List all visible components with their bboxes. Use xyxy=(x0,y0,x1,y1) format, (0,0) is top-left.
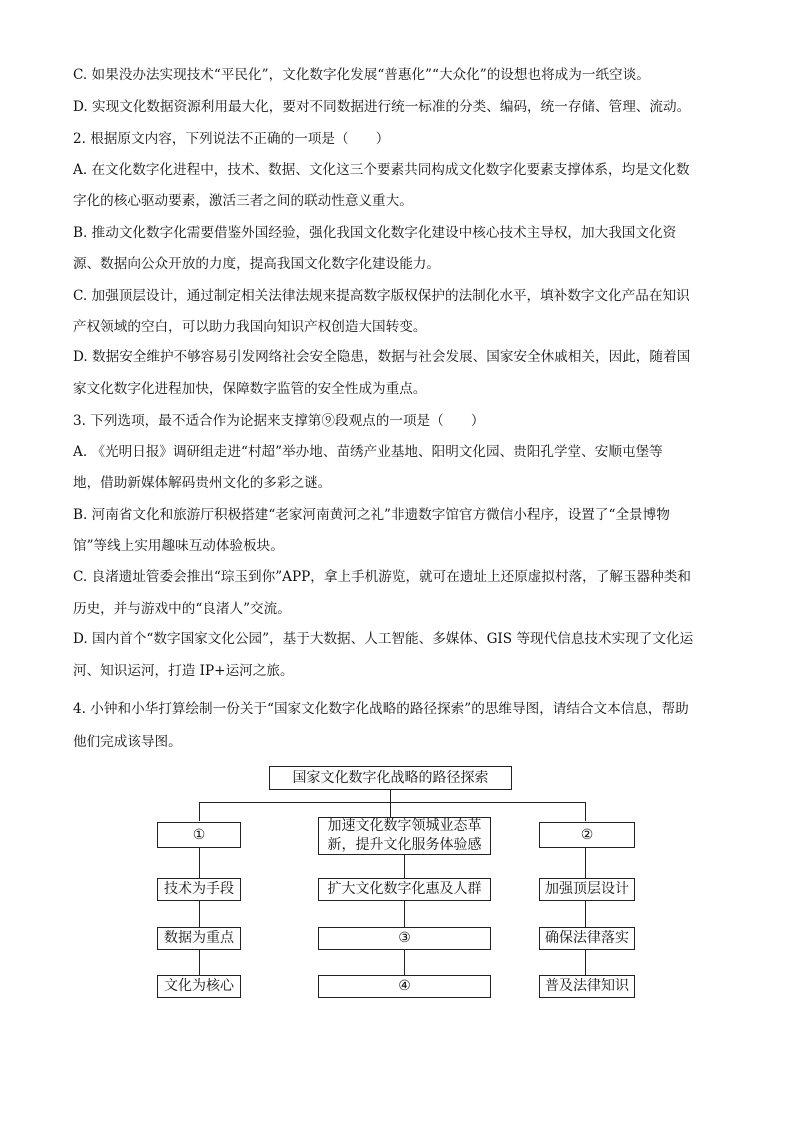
q3-option-b-line2: 馆”等线上实用趣味互动体验板块。 xyxy=(73,538,284,554)
connector xyxy=(404,901,405,927)
connector xyxy=(199,848,200,878)
middle-branch-header: 加速文化数字领城业态革新，提升文化服务体验感 xyxy=(318,817,491,855)
left-branch-blank-1: ① xyxy=(157,822,241,848)
connector xyxy=(199,802,200,821)
question-3-stem: 3. 下列选项，最不适合作为论据来支撑第⑨段观点的一项是（ ） xyxy=(73,413,485,429)
connector xyxy=(585,848,586,878)
option-d-q1: D. 实现文化数据资源利用最大化，要对不同数据进行统一标准的分类、编码，统一存储、管理、流动。 xyxy=(73,99,691,115)
q3-option-c-line1: C. 良渚遗址管委会推出“琮玉到你”APP，拿上手机游览，就可在遗址上还原虚拟村落，了解玉器种类和 xyxy=(73,569,691,585)
q2-option-c-line1: C. 加强顶层设计，通过制定相关法律法规来提高数字版权保护的法制化水平，填补数字文化产品在知识 xyxy=(73,288,690,304)
connector xyxy=(390,802,391,817)
right-branch-blank-2: ② xyxy=(539,822,635,848)
q2-option-b-line1: B. 推动文化数字化需要借鉴外国经验，强化我国文化数字化建设中核心技术主导权，加大我国文化资 xyxy=(73,225,677,241)
left-node-culture: 文化为核心 xyxy=(157,975,241,998)
question-4-stem-line2: 他们完成该导图。 xyxy=(73,734,182,750)
connector xyxy=(199,802,585,803)
right-node-law: 确保法律落实 xyxy=(539,927,635,950)
connector xyxy=(404,855,405,878)
right-node-knowledge: 普及法律知识 xyxy=(539,975,635,998)
q3-option-b-line1: B. 河南省文化和旅游厅积极搭建“老家河南黄河之礼”非遗数字馆官方微信小程序，设置了“全景博物 xyxy=(73,507,670,523)
q2-option-b-line2: 源、数据向公众开放的力度，提高我国文化数字化建设能力。 xyxy=(73,256,441,272)
middle-node-blank-4: ④ xyxy=(318,975,491,998)
q3-option-a-line2: 地，借助新媒体解码贵州文化的多彩之谜。 xyxy=(73,475,332,491)
right-node-design: 加强顶层设计 xyxy=(539,878,635,901)
q3-option-a-line1: A. 《光明日报》调研组走进“村超”举办地、苗绣产业基地、阳明文化园、贵阳孔学堂、安顺屯堡等 xyxy=(73,444,663,460)
option-c-q1: C. 如果没办法实现技术“平民化”，文化数字化发展“普惠化”“大众化”的设想也将成为一纸空谈。 xyxy=(73,67,650,83)
left-node-technology: 技术为手段 xyxy=(157,878,241,901)
left-node-data: 数据为重点 xyxy=(157,927,241,950)
q2-option-d-line1: D. 数据安全维护不够容易引发网络社会安全隐患，数据与社会发展、国家安全休戚相关，因此，随着国 xyxy=(73,349,691,365)
q2-option-a-line1: A. 在文化数字化进程中，技术、数据、文化这三个要素共同构成文化数字化要素支撑体系，均是文化数 xyxy=(73,162,690,178)
q3-option-c-line2: 历史，并与游戏中的“良渚人”交流。 xyxy=(73,601,291,617)
connector xyxy=(199,901,200,927)
question-4-stem-line1: 4. 小钟和小华打算绘制一份关于“国家文化数字化战略的路径探索”的思维导图，请结合文本信息，帮助 xyxy=(73,701,689,717)
connector xyxy=(404,950,405,975)
connector xyxy=(390,789,391,802)
q3-option-d-line2: 河、知识运河，打造 IP+运河之旅。 xyxy=(73,663,294,679)
middle-node-expand: 扩大文化数字化惠及人群 xyxy=(318,878,491,901)
mindmap-title: 国家文化数字化战略的路径探索 xyxy=(269,766,512,790)
connector xyxy=(199,950,200,975)
middle-node-blank-3: ③ xyxy=(318,927,491,950)
connector xyxy=(585,802,586,821)
connector xyxy=(585,901,586,927)
question-2-stem: 2. 根据原文内容，下列说法不正确的一项是（ ） xyxy=(73,131,390,147)
connector xyxy=(585,950,586,975)
q2-option-c-line2: 产权领域的空白，可以助力我国向知识产权创造大国转变。 xyxy=(73,319,427,335)
q2-option-a-line2: 字化的核心驱动要素，激活三者之间的联动性意义重大。 xyxy=(73,193,413,209)
q2-option-d-line2: 家文化数字化进程加快，保障数字监管的安全性成为重点。 xyxy=(73,381,427,397)
q3-option-d-line1: D. 国内首个“数字国家文化公园”，基于大数据、人工智能、多媒体、GIS 等现代信息技术实现了文化运 xyxy=(73,631,694,647)
